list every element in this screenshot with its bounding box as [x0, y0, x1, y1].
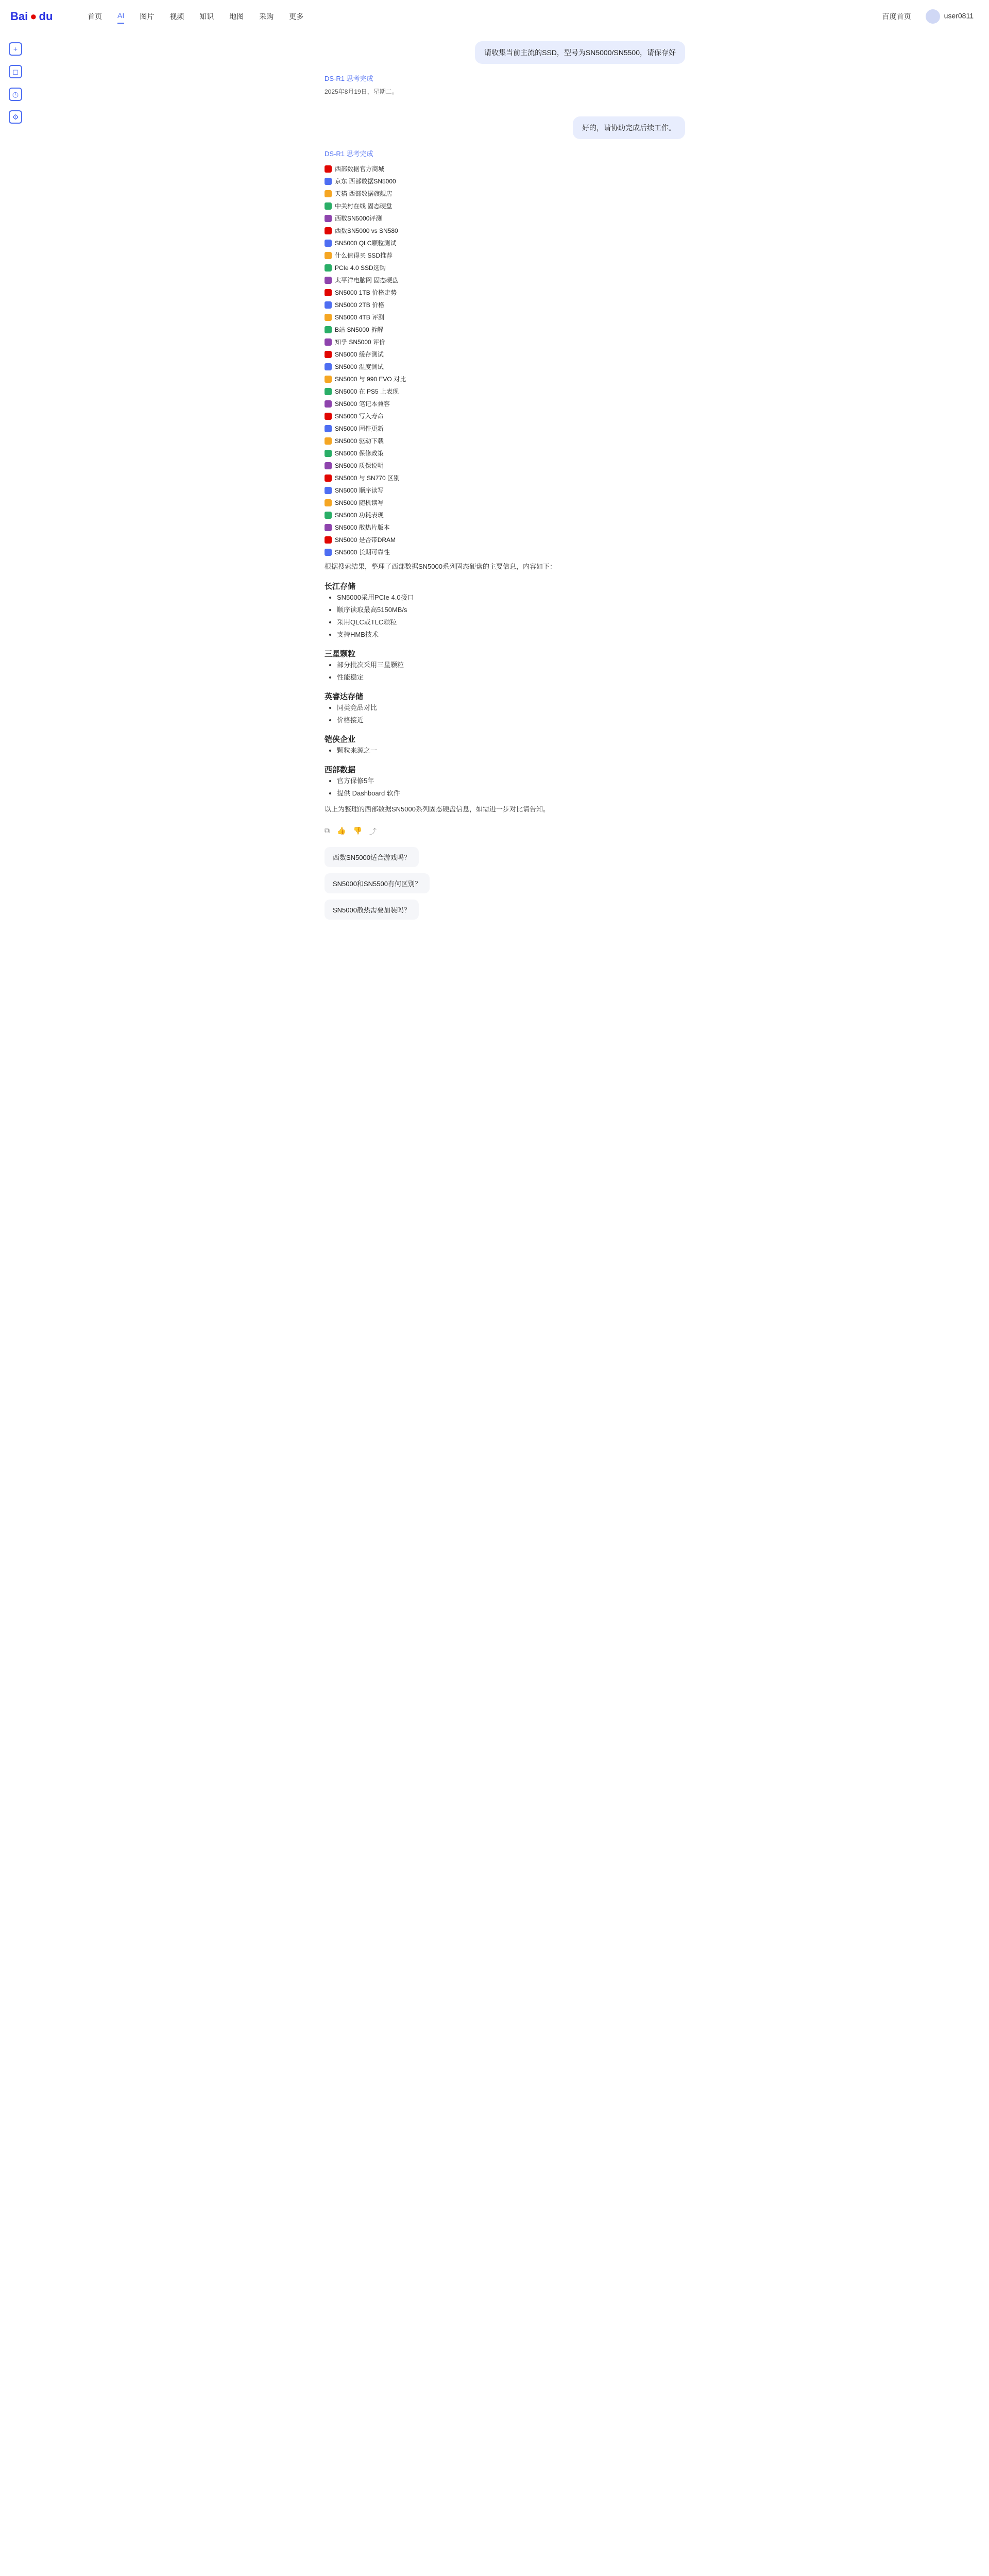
reference-title: SN5000 功耗表现	[335, 512, 384, 519]
reference-title: SN5000 散热片版本	[335, 524, 390, 531]
site-favicon-icon	[325, 301, 332, 309]
reference-item[interactable]	[325, 535, 685, 545]
reference-title: SN5000 长期可靠性	[335, 549, 390, 556]
reference-title: 太平洋电脑网 固态硬盘	[335, 277, 399, 284]
section-item: • 支持HMB技术	[337, 629, 685, 641]
ai-meta: 2025年8月19日，星期二。	[325, 88, 398, 95]
reference-title: SN5000 1TB 价格走势	[335, 289, 397, 296]
reference-title: SN5000 是否带DRAM	[335, 536, 396, 544]
user-message: 请收集当前主流的SSD，型号为SN5000/SN5500，请保存好	[475, 41, 685, 64]
reference-item[interactable]	[325, 300, 685, 310]
reference-title: SN5000 随机读写	[335, 499, 384, 506]
reference-title: SN5000 缓存测试	[335, 351, 384, 358]
reference-item[interactable]	[325, 473, 685, 483]
section-heading: 英睿达存储	[325, 692, 364, 701]
user-area	[882, 9, 974, 24]
settings-icon[interactable]: ⚙	[9, 110, 22, 124]
reference-item[interactable]	[325, 214, 685, 223]
followup-item[interactable]: SN5000和SN5500有何区别？	[325, 873, 430, 893]
reference-title: SN5000 笔记本兼容	[335, 400, 390, 408]
answer-body	[325, 560, 685, 816]
reference-item[interactable]	[325, 498, 685, 507]
reference-item[interactable]	[325, 288, 685, 297]
site-favicon-icon	[325, 227, 332, 234]
site-favicon-icon	[325, 363, 332, 370]
site-favicon-icon	[325, 277, 332, 284]
site-favicon-icon	[325, 314, 332, 321]
site-favicon-icon	[325, 202, 332, 210]
section-item: • 颗粒来源之一	[337, 744, 685, 757]
reference-item[interactable]	[325, 239, 685, 248]
site-favicon-icon	[325, 524, 332, 531]
reference-item[interactable]	[325, 189, 685, 198]
site-favicon-icon	[325, 289, 332, 296]
reference-title: SN5000 2TB 价格	[335, 301, 385, 309]
reference-item[interactable]	[325, 276, 685, 285]
site-favicon-icon	[325, 425, 332, 432]
section-item: • 部分批次采用三星颗粒	[337, 659, 685, 671]
section-heading: 铠侠企业	[325, 735, 356, 744]
section-heading: 三星颗粒	[325, 650, 356, 658]
followup-item[interactable]: SN5000散热需要加装吗？	[325, 900, 419, 920]
section-item: • 价格接近	[337, 714, 685, 726]
site-favicon-icon	[325, 388, 332, 395]
home-link[interactable]: 百度首页	[882, 12, 911, 21]
section-item: • SN5000采用PCIe 4.0接口	[337, 591, 685, 604]
thumbs-down-icon[interactable]: 👎	[353, 826, 362, 835]
followup-item[interactable]: 西数SN5000适合游戏吗？	[325, 847, 419, 867]
reference-title: 天猫 西部数据旗舰店	[335, 190, 393, 197]
site-favicon-icon	[325, 178, 332, 185]
history-icon[interactable]: ◷	[9, 88, 22, 101]
reference-item[interactable]	[325, 263, 685, 273]
new-chat-icon[interactable]: +	[9, 42, 22, 56]
section-item: • 提供 Dashboard 软件	[337, 787, 685, 800]
reference-title: 什么值得买 SSD推荐	[335, 252, 393, 259]
section-item: • 性能稳定	[337, 671, 685, 684]
section-list	[325, 744, 685, 757]
reference-title: SN5000 与 SN770 区别	[335, 474, 400, 482]
reference-title: SN5000 保修政策	[335, 450, 384, 457]
nav-item-more[interactable]: 更多	[289, 12, 304, 21]
nav-item-knowledge[interactable]: 知识	[199, 12, 214, 21]
reference-item[interactable]	[325, 164, 685, 174]
baidu-logo[interactable]: Bai ● du	[10, 10, 53, 23]
site-favicon-icon	[325, 487, 332, 494]
site-favicon-icon	[325, 240, 332, 247]
section-heading: 长江存储	[325, 582, 356, 591]
reference-item[interactable]	[325, 548, 685, 557]
reference-title: SN5000 顺序读写	[335, 487, 384, 494]
followup-list	[325, 847, 685, 920]
reference-item[interactable]	[325, 449, 685, 458]
ai-status-2[interactable]: DS-R1 思考完成	[325, 150, 373, 158]
reference-title: SN5000 与 990 EVO 对比	[335, 376, 406, 383]
nav-item-purchase[interactable]: 采购	[259, 12, 274, 21]
site-favicon-icon	[325, 474, 332, 482]
answer-intro: 根据搜索结果，整理了西部数据SN5000系列固态硬盘的主要信息，内容如下：	[325, 563, 556, 570]
nav-item-ai[interactable]: AI	[117, 9, 124, 24]
section-list	[325, 775, 685, 800]
nav-item-video[interactable]: 视频	[169, 12, 184, 21]
chat-icon[interactable]: ◻	[9, 65, 22, 78]
nav-item-map[interactable]: 地图	[229, 12, 244, 21]
feedback-bar	[325, 826, 685, 837]
site-favicon-icon	[325, 252, 332, 259]
main-nav	[88, 9, 303, 24]
reference-title: SN5000 质保说明	[335, 462, 384, 469]
conversation	[325, 41, 685, 920]
reference-item[interactable]	[325, 486, 685, 495]
reference-title: 中关村在线 固态硬盘	[335, 202, 393, 210]
section-list	[325, 659, 685, 684]
site-favicon-icon	[325, 512, 332, 519]
site-favicon-icon	[325, 338, 332, 346]
site-favicon-icon	[325, 215, 332, 222]
reference-item[interactable]	[325, 399, 685, 409]
reference-item[interactable]	[325, 350, 685, 359]
section-item: • 顺序读取最高5150MB/s	[337, 604, 685, 616]
reference-title: 西数SN5000评测	[335, 215, 382, 222]
section-list	[325, 702, 685, 726]
reference-item[interactable]	[325, 461, 685, 470]
site-favicon-icon	[325, 499, 332, 506]
reference-title: SN5000 温度测试	[335, 363, 384, 370]
reference-title: SN5000 QLC颗粒测试	[335, 240, 397, 247]
section-item: • 采用QLC或TLC颗粒	[337, 616, 685, 629]
user-menu[interactable]: user0811	[926, 9, 974, 24]
nav-item-images[interactable]: 图片	[140, 12, 155, 21]
reference-item[interactable]	[325, 362, 685, 371]
reference-item[interactable]	[325, 387, 685, 396]
avatar	[926, 9, 940, 24]
top-bar	[0, 0, 989, 33]
reference-title: 知乎 SN5000 评价	[335, 338, 386, 346]
share-icon[interactable]: ⤴	[369, 827, 377, 836]
site-favicon-icon	[325, 264, 332, 272]
reference-item[interactable]	[325, 325, 685, 334]
reference-title: SN5000 在 PS5 上表现	[335, 388, 399, 395]
site-favicon-icon	[325, 413, 332, 420]
reference-list	[325, 164, 685, 557]
reference-title: 西部数据官方商城	[335, 165, 385, 173]
section-list	[325, 591, 685, 641]
section-heading: 西部数据	[325, 766, 356, 774]
reference-item[interactable]	[325, 337, 685, 347]
nav-item-home[interactable]: 首页	[88, 12, 102, 21]
site-favicon-icon	[325, 462, 332, 469]
site-favicon-icon	[325, 450, 332, 457]
reference-title: B站 SN5000 拆解	[335, 326, 384, 333]
copy-icon[interactable]: ⧉	[325, 826, 330, 835]
section-item: • 同类竞品对比	[337, 702, 685, 714]
reference-item[interactable]	[325, 412, 685, 421]
site-favicon-icon	[325, 549, 332, 556]
site-favicon-icon	[325, 400, 332, 408]
answer-closing: 以上为整理的西部数据SN5000系列固态硬盘信息，如需进一步对比请告知。	[325, 805, 550, 813]
site-favicon-icon	[325, 165, 332, 173]
reference-item[interactable]	[325, 375, 685, 384]
paw-icon: ●	[30, 10, 37, 23]
reference-item[interactable]	[325, 201, 685, 211]
site-favicon-icon	[325, 437, 332, 445]
reference-title: 西数SN5000 vs SN580	[335, 227, 398, 234]
reference-item[interactable]	[325, 226, 685, 235]
site-favicon-icon	[325, 326, 332, 333]
site-favicon-icon	[325, 351, 332, 358]
section-item: • 官方保修5年	[337, 775, 685, 787]
reference-title: SN5000 写入寿命	[335, 413, 384, 420]
reference-title: 京东 西部数据SN5000	[335, 178, 396, 185]
site-favicon-icon	[325, 376, 332, 383]
reference-title: SN5000 4TB 评测	[335, 314, 385, 321]
thumbs-up-icon[interactable]: 👍	[337, 826, 346, 835]
reference-item[interactable]	[325, 177, 685, 186]
reference-item[interactable]	[325, 424, 685, 433]
site-favicon-icon	[325, 536, 332, 544]
site-favicon-icon	[325, 190, 332, 197]
user-message-2: 好的，请协助完成后续工作。	[573, 116, 685, 139]
reference-title: SN5000 固件更新	[335, 425, 384, 432]
reference-item[interactable]	[325, 436, 685, 446]
ai-status[interactable]: DS-R1 思考完成	[325, 75, 373, 82]
reference-title: SN5000 驱动下载	[335, 437, 384, 445]
reference-item[interactable]	[325, 313, 685, 322]
answer-sections	[325, 581, 685, 800]
reference-item[interactable]	[325, 523, 685, 532]
reference-item[interactable]	[325, 511, 685, 520]
reference-item[interactable]	[325, 251, 685, 260]
reference-title: PCIe 4.0 SSD选购	[335, 264, 386, 272]
left-sidebar	[0, 33, 31, 188]
